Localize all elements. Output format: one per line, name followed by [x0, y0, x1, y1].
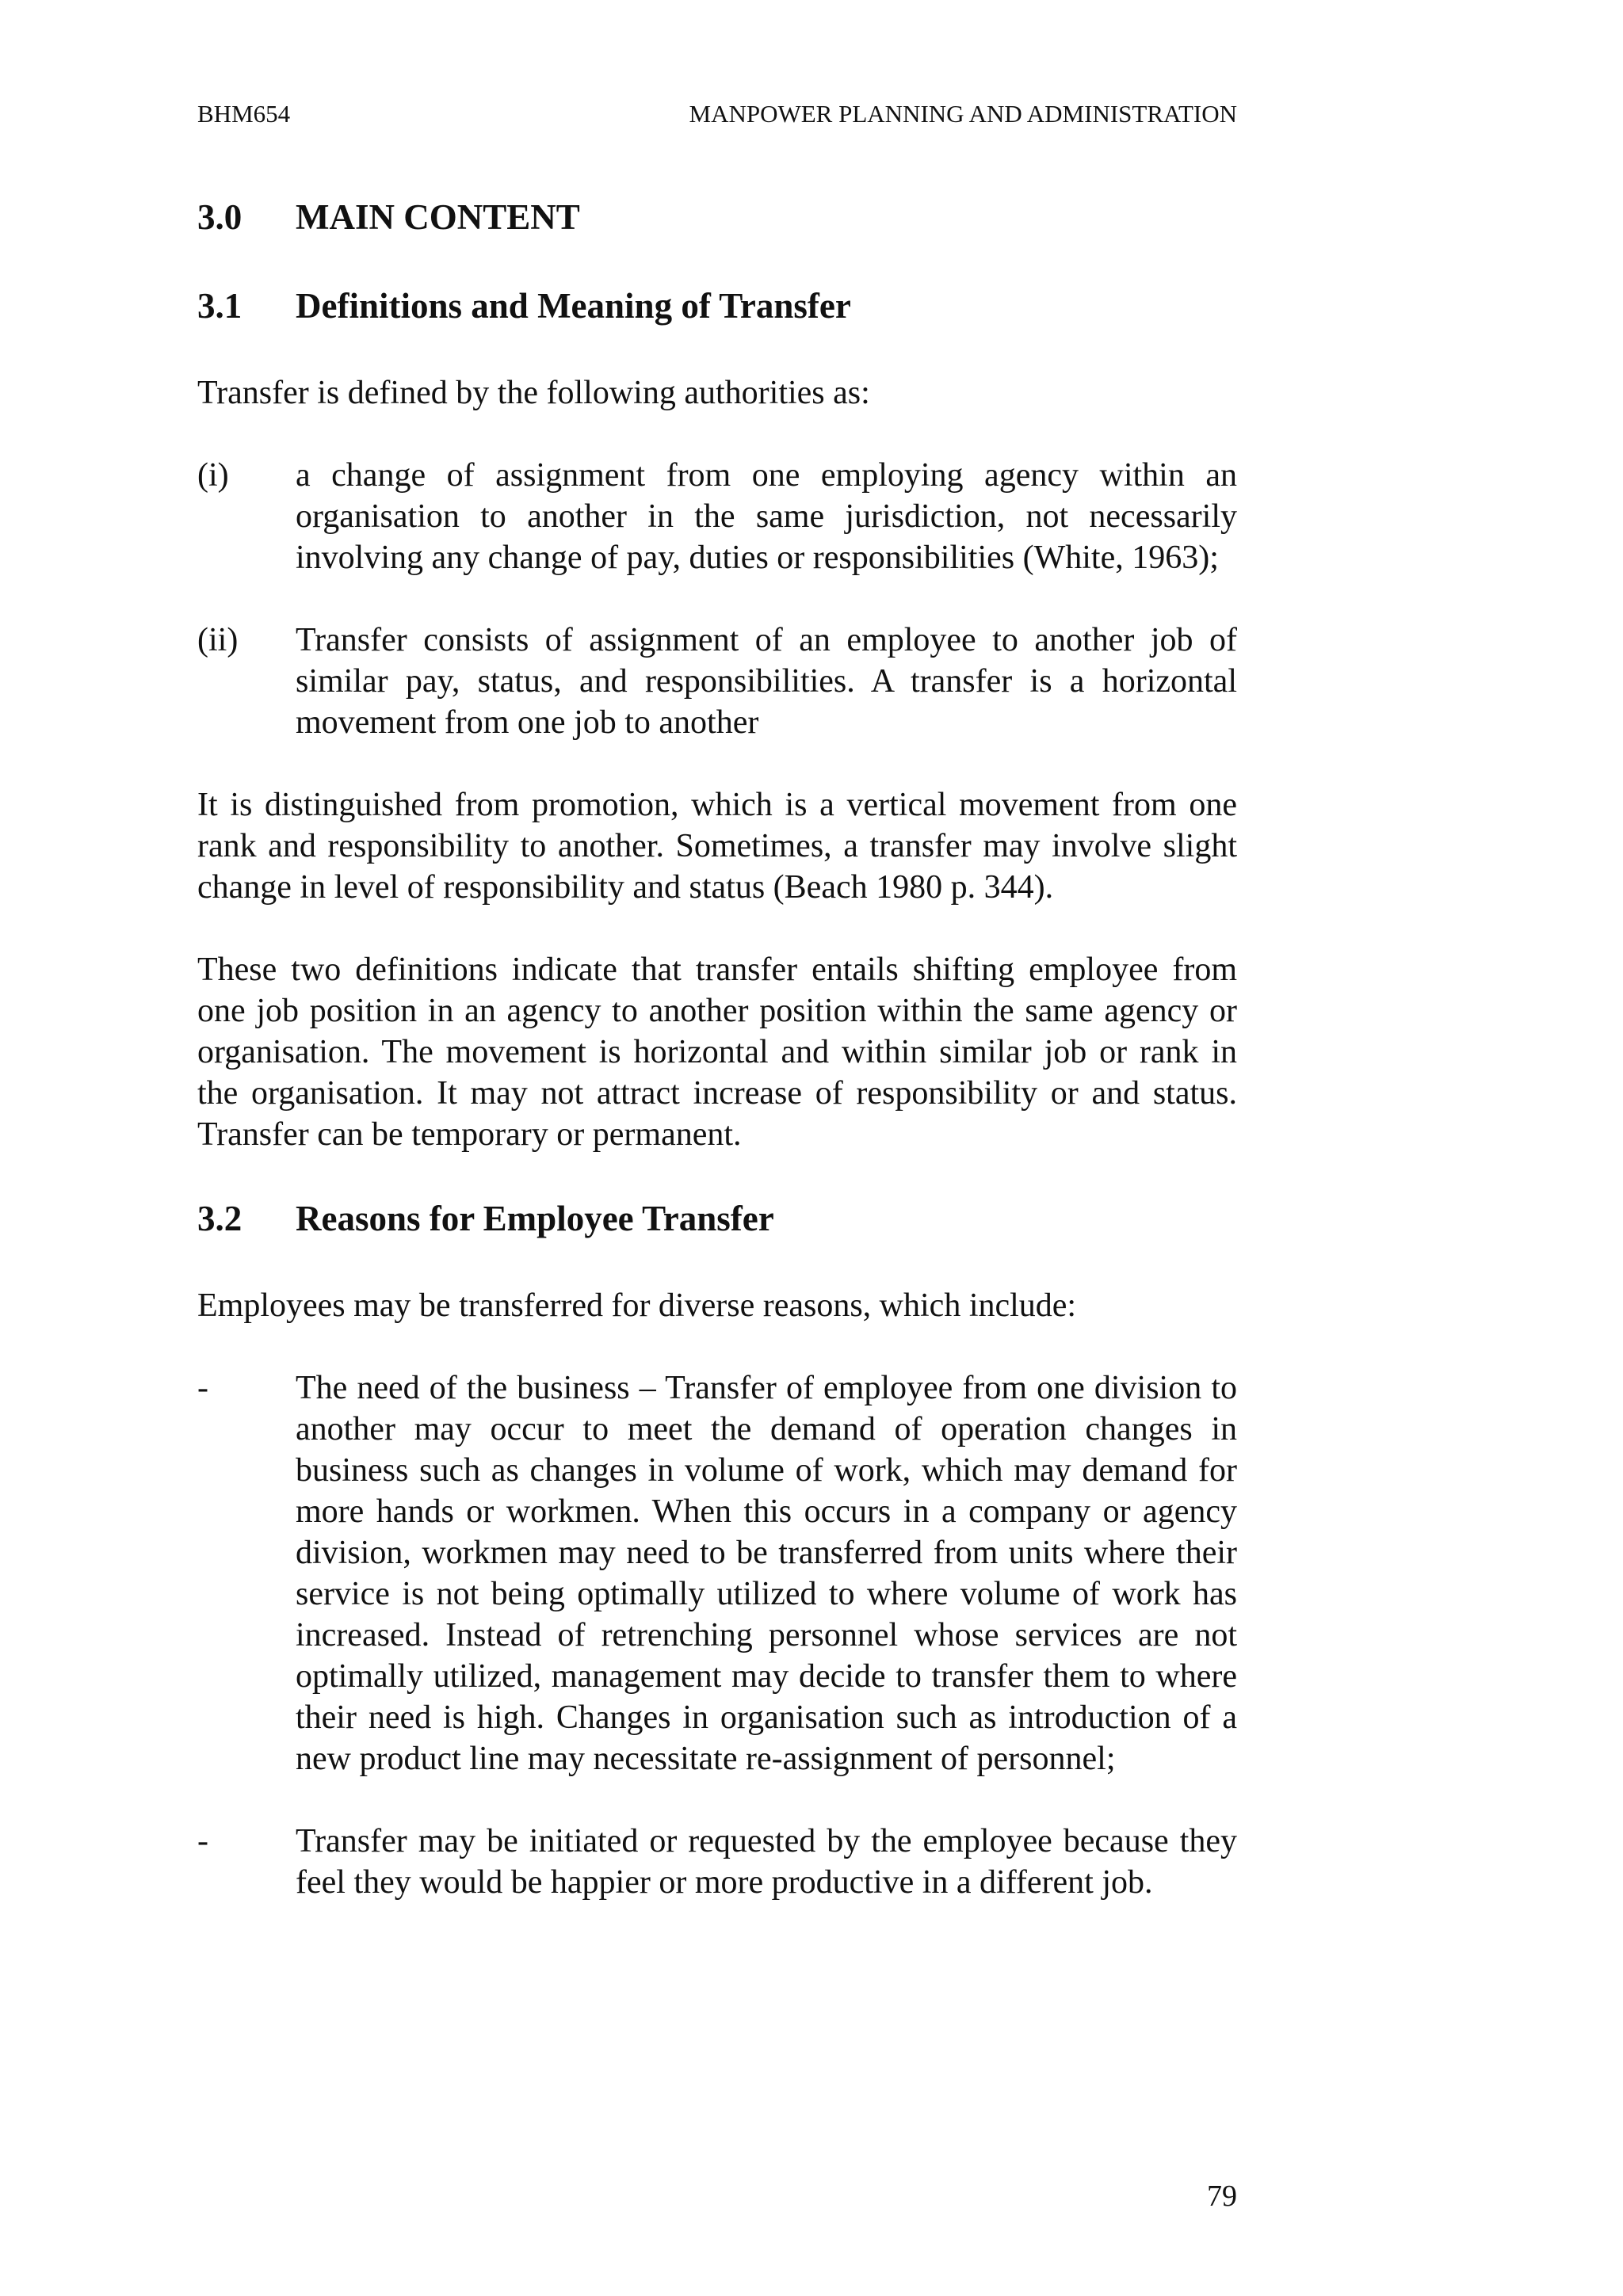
- item-marker: -: [197, 1370, 208, 1406]
- item-marker: (ii): [197, 622, 239, 658]
- definition-item: [197, 455, 1237, 578]
- section-number: 3.1: [197, 286, 242, 326]
- section-title: Reasons for Employee Transfer: [296, 1199, 774, 1238]
- reason-item: [197, 1821, 1237, 1903]
- item-marker: -: [197, 1823, 208, 1859]
- item-text: Transfer consists of assignment of an employee to another job of similar pay, status, and responsibilities. A transfer is a horizontal movement from one job to another: [296, 622, 1237, 741]
- section-title: MAIN CONTENT: [296, 197, 580, 237]
- item-text: The need of the business – Transfer of employee from one division to another may occur to meet the demand of operation changes in business such as changes in volume of work, which may demand for more hands or workmen. When this occurs in a company or agency division, workmen may need to be transferred from units where their service is not being optimally utilized to where volume of work has increased. Instead of retrenching personnel whose services are not optimally utilized, management may decide to transfer them to where their need is high. Changes in organisation such as introduction of a new product line may necessitate re-assignment of personnel;: [296, 1370, 1237, 1777]
- item-marker: (i): [197, 457, 229, 494]
- item-text: Transfer may be initiated or requested by the employee because they feel they would be happier or more productive in a different job.: [296, 1823, 1237, 1901]
- reason-item: [197, 1367, 1237, 1779]
- section-title: Definitions and Meaning of Transfer: [296, 286, 851, 326]
- section-number: 3.2: [197, 1199, 242, 1238]
- body-paragraph: These two definitions indicate that transfer entails shifting employee from one job position in an agency to another position within the same agency or organisation. The movement is horizontal and within similar job or rank in the organisation. It may not attract increase of responsibility or and status. Transfer can be temporary or permanent.: [197, 952, 1237, 1153]
- item-text: a change of assignment from one employing agency within an organisation to another in the same jurisdiction, not necessarily involving any change of pay, duties or responsibilities (White, 1963);: [296, 457, 1237, 576]
- definition-item: [197, 620, 1237, 743]
- body-paragraph: It is distinguished from promotion, which is a vertical movement from one rank and responsibility to another. Sometimes, a transfer may involve slight change in level of responsibility and status (Beach 1980 p. 344).: [197, 787, 1237, 906]
- section-heading-main: [197, 195, 1237, 239]
- intro-paragraph: Transfer is defined by the following authorities as:: [197, 375, 870, 411]
- page-number: 79: [1207, 2180, 1237, 2213]
- course-code: BHM654: [197, 100, 291, 128]
- section-heading-3-1: [197, 284, 1237, 328]
- intro-paragraph: Employees may be transferred for diverse reasons, which include:: [197, 1287, 1077, 1324]
- section-heading-3-2: [197, 1196, 1237, 1241]
- course-title: MANPOWER PLANNING AND ADMINISTRATION: [689, 100, 1237, 128]
- page-content: [197, 195, 1237, 1944]
- section-number: 3.0: [197, 197, 242, 237]
